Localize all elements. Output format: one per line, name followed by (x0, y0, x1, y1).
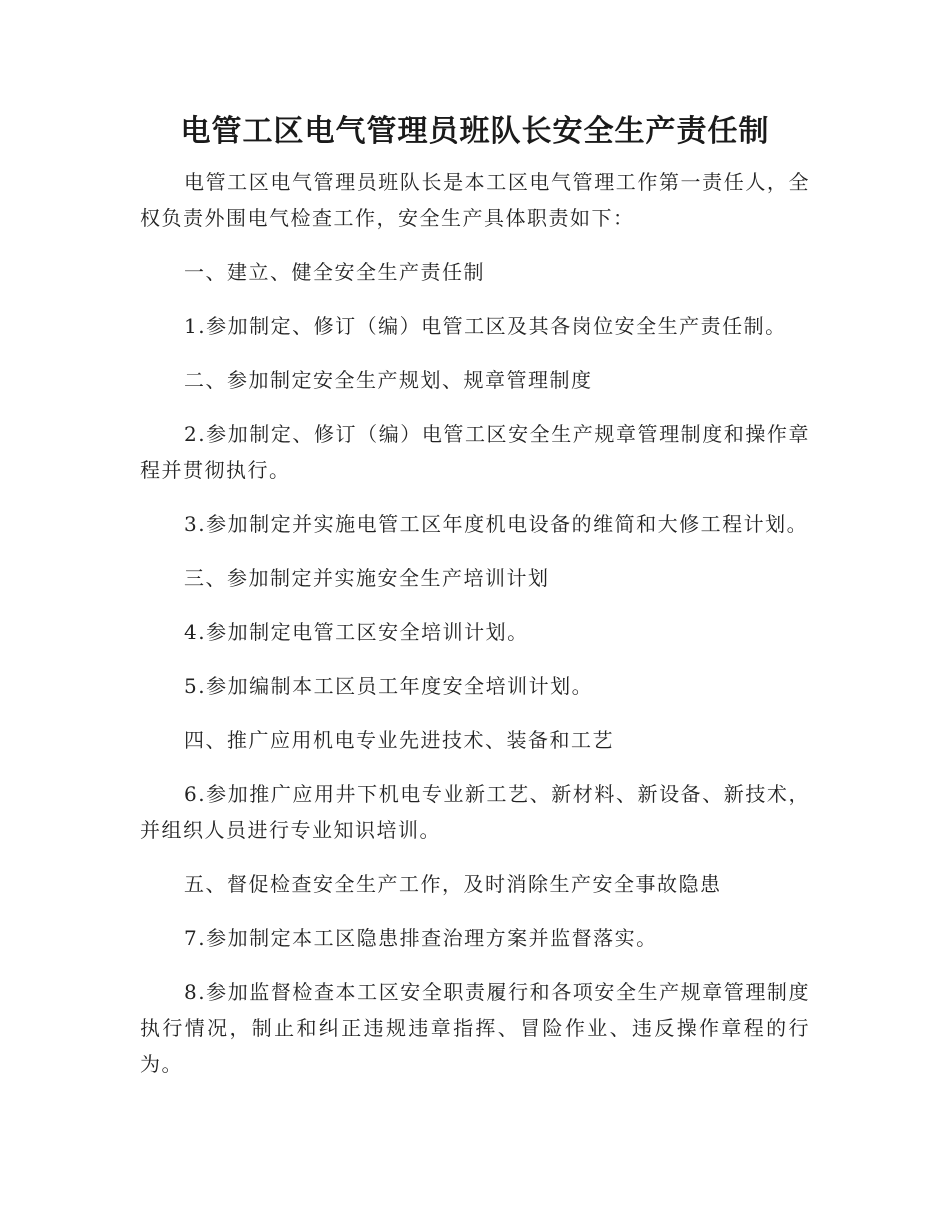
item-7: 7.参加制定本工区隐患排查治理方案并监督落实。 (184, 926, 658, 950)
section-heading-2: 二、参加制定安全生产规划、规章管理制度 (184, 368, 593, 392)
item-5: 5.参加编制本工区员工年度安全培训计划。 (184, 674, 594, 698)
item-1: 1.参加制定、修订（编）电管工区及其各岗位安全生产责任制。 (184, 314, 787, 338)
section-heading-3: 三、参加制定并实施安全生产培训计划 (184, 566, 550, 590)
item-8: 8.参加监督检查本工区安全职责履行和各项安全生产规章管理制度执行情况，制止和纠正违规违章指挥、冒险作业、违反操作章程的行为。 (140, 980, 810, 1076)
document-title: 电管工区电气管理员班队长安全生产责任制 (180, 114, 770, 149)
item-4: 4.参加制定电管工区安全培训计划。 (184, 620, 529, 644)
section-heading-1: 一、建立、健全安全生产责任制 (184, 260, 485, 284)
paragraph-intro: 电管工区电气管理员班队长是本工区电气管理工作第一责任人，全权负责外围电气检查工作，安全生产具体职责如下： (140, 170, 810, 230)
item-6: 6.参加推广应用井下机电专业新工艺、新材料、新设备、新技术，并组织人员进行专业知识培训。 (140, 782, 810, 842)
document-body (140, 164, 810, 1082)
section-heading-4: 四、推广应用机电专业先进技术、装备和工艺 (184, 728, 614, 752)
item-3: 3.参加制定并实施电管工区年度机电设备的维简和大修工程计划。 (184, 512, 809, 536)
section-heading-5: 五、督促检查安全生产工作，及时消除生产安全事故隐患 (184, 872, 722, 896)
item-2: 2.参加制定、修订（编）电管工区安全生产规章管理制度和操作章程并贯彻执行。 (140, 422, 810, 482)
